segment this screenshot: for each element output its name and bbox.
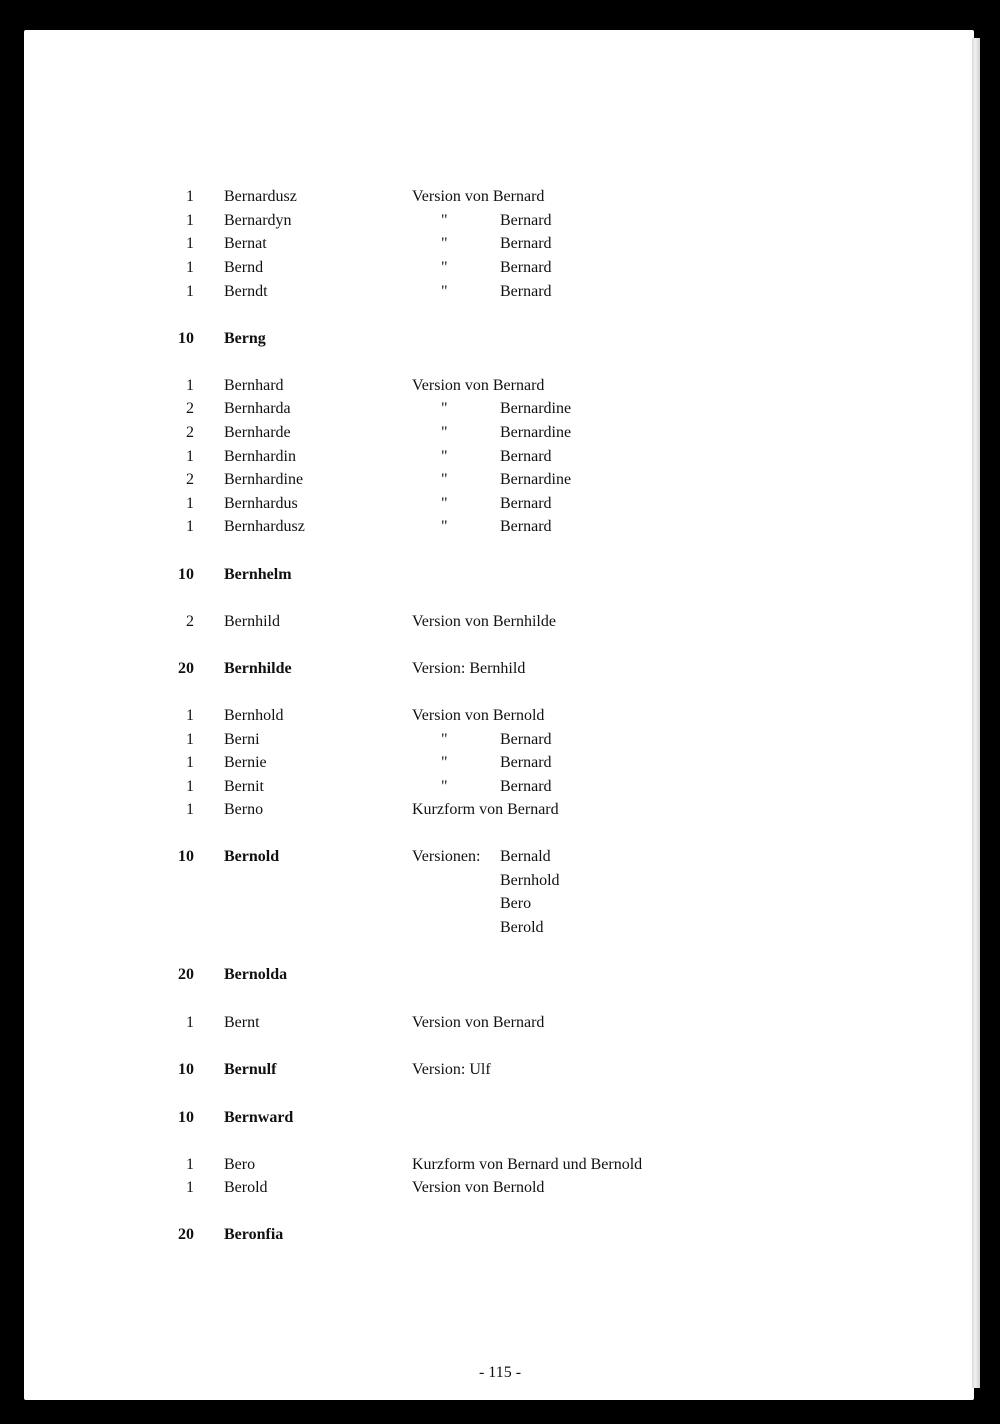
ditto-mark: " bbox=[441, 283, 448, 300]
entry-row bbox=[0, 1107, 1000, 1129]
entry-reference: Bernardine bbox=[500, 471, 572, 488]
entry-row bbox=[0, 1012, 1000, 1034]
ditto-mark: " bbox=[441, 471, 448, 488]
entry-row bbox=[0, 917, 1000, 939]
entry-name: Beronfia bbox=[224, 1226, 284, 1243]
entry-row bbox=[0, 493, 1000, 515]
entry-name: Bernat bbox=[224, 235, 267, 252]
entry-count: 1 bbox=[186, 448, 194, 465]
entry-count: 2 bbox=[186, 424, 194, 441]
entry-count: 1 bbox=[186, 495, 194, 512]
entry-note: Kurzform von Bernard bbox=[412, 801, 559, 818]
entry-row bbox=[0, 210, 1000, 232]
ditto-mark: " bbox=[441, 235, 448, 252]
entry-count: 1 bbox=[186, 707, 194, 724]
entry-name: Bernd bbox=[224, 259, 264, 276]
entry-row bbox=[0, 658, 1000, 680]
entry-note: Version von Bernard bbox=[412, 188, 545, 205]
entry-note: Version von Bernold bbox=[412, 707, 545, 724]
entry-reference: Bernardine bbox=[500, 400, 572, 417]
entry-reference: Bernard bbox=[500, 754, 552, 771]
entry-row bbox=[0, 776, 1000, 798]
entry-note: Version: Ulf bbox=[412, 1061, 491, 1078]
entry-reference: Bernard bbox=[500, 495, 552, 512]
page-number: - 115 - bbox=[478, 1364, 522, 1381]
entry-name: Bernhold bbox=[224, 707, 284, 724]
entry-name: Bernold bbox=[224, 848, 280, 865]
entry-name: Bernward bbox=[224, 1109, 294, 1126]
entry-count: 1 bbox=[186, 1156, 194, 1173]
entry-count: 1 bbox=[186, 377, 194, 394]
entry-name: Bernt bbox=[224, 1014, 260, 1031]
entry-name: Bernardyn bbox=[224, 212, 292, 229]
entry-name: Berndt bbox=[224, 283, 268, 300]
entry-name: Berni bbox=[224, 731, 260, 748]
entry-reference: Bernard bbox=[500, 448, 552, 465]
entry-name: Bernardusz bbox=[224, 188, 297, 205]
entry-row bbox=[0, 186, 1000, 208]
entry-name: Bernhardine bbox=[224, 471, 304, 488]
ditto-mark: " bbox=[441, 778, 448, 795]
ditto-mark: " bbox=[441, 448, 448, 465]
entry-count: 1 bbox=[186, 778, 194, 795]
ditto-mark: " bbox=[441, 259, 448, 276]
entry-row bbox=[0, 870, 1000, 892]
entry-row bbox=[0, 375, 1000, 397]
entry-reference: Bernard bbox=[500, 283, 552, 300]
ditto-mark: " bbox=[441, 518, 448, 535]
entry-row bbox=[0, 281, 1000, 303]
entry-name: Bernulf bbox=[224, 1061, 277, 1078]
entry-name: Bernhilde bbox=[224, 660, 292, 677]
entry-count: 20 bbox=[178, 1226, 194, 1243]
entry-name: Bernhelm bbox=[224, 566, 292, 583]
ditto-mark: " bbox=[441, 400, 448, 417]
entry-count: 10 bbox=[178, 1109, 194, 1126]
entry-row bbox=[0, 469, 1000, 491]
entry-note: Version: Bernhild bbox=[412, 660, 526, 677]
entry-reference: Bernard bbox=[500, 731, 552, 748]
entry-row bbox=[0, 752, 1000, 774]
entry-name: Bernharde bbox=[224, 424, 291, 441]
entry-note: Kurzform von Bernard und Bernold bbox=[412, 1156, 643, 1173]
entry-count: 1 bbox=[186, 259, 194, 276]
entry-count: 10 bbox=[178, 330, 194, 347]
entry-name: Bernit bbox=[224, 778, 264, 795]
entry-reference: Bernardine bbox=[500, 424, 572, 441]
entry-row bbox=[0, 705, 1000, 727]
entry-name: Bernolda bbox=[224, 966, 288, 983]
entry-count: 1 bbox=[186, 235, 194, 252]
entry-row bbox=[0, 446, 1000, 468]
entry-note: Versionen: bbox=[412, 848, 481, 865]
entry-note: Version von Bernold bbox=[412, 1179, 545, 1196]
entry-name: Bernhardusz bbox=[224, 518, 305, 535]
entry-row bbox=[0, 846, 1000, 868]
entry-row bbox=[0, 893, 1000, 915]
entry-count: 1 bbox=[186, 801, 194, 818]
entry-count: 10 bbox=[178, 566, 194, 583]
entry-row bbox=[0, 799, 1000, 821]
entry-row bbox=[0, 1177, 1000, 1199]
entry-count: 20 bbox=[178, 966, 194, 983]
entry-row bbox=[0, 257, 1000, 279]
entry-count: 1 bbox=[186, 1014, 194, 1031]
entry-name: Bernhardus bbox=[224, 495, 298, 512]
entry-row bbox=[0, 233, 1000, 255]
entry-name: Berold bbox=[224, 1179, 268, 1196]
entry-row bbox=[0, 398, 1000, 420]
entry-name: Bernhild bbox=[224, 613, 280, 630]
entry-count: 2 bbox=[186, 400, 194, 417]
entry-row bbox=[0, 1154, 1000, 1176]
entry-note: Version von Bernard bbox=[412, 1014, 545, 1031]
entry-name: Bernhardin bbox=[224, 448, 296, 465]
ditto-mark: " bbox=[441, 731, 448, 748]
entry-row bbox=[0, 328, 1000, 350]
entry-name: Bernharda bbox=[224, 400, 291, 417]
ditto-mark: " bbox=[441, 424, 448, 441]
entry-count: 1 bbox=[186, 754, 194, 771]
entry-reference: Bernard bbox=[500, 518, 552, 535]
entry-reference: Bernard bbox=[500, 212, 552, 229]
entry-row bbox=[0, 729, 1000, 751]
entry-count: 1 bbox=[186, 731, 194, 748]
entry-count: 1 bbox=[186, 518, 194, 535]
entry-reference: Bernard bbox=[500, 259, 552, 276]
entry-reference: Bernard bbox=[500, 778, 552, 795]
entry-name: Bero bbox=[224, 1156, 256, 1173]
entry-reference: Bernhold bbox=[500, 872, 560, 889]
entry-count: 10 bbox=[178, 848, 194, 865]
entry-note: Version von Bernhilde bbox=[412, 613, 556, 630]
entry-row bbox=[0, 611, 1000, 633]
entry-count: 20 bbox=[178, 660, 194, 677]
entry-reference: Bernard bbox=[500, 235, 552, 252]
entry-count: 2 bbox=[186, 613, 194, 630]
ditto-mark: " bbox=[441, 495, 448, 512]
entry-name: Bernhard bbox=[224, 377, 284, 394]
entry-count: 1 bbox=[186, 1179, 194, 1196]
entry-count: 1 bbox=[186, 188, 194, 205]
entry-count: 1 bbox=[186, 212, 194, 229]
entry-name: Berng bbox=[224, 330, 266, 347]
entry-name: Berno bbox=[224, 801, 264, 818]
entry-row bbox=[0, 516, 1000, 538]
ditto-mark: " bbox=[441, 212, 448, 229]
entry-row bbox=[0, 964, 1000, 986]
entry-reference: Bernald bbox=[500, 848, 551, 865]
entry-row bbox=[0, 1059, 1000, 1081]
entry-count: 1 bbox=[186, 283, 194, 300]
entry-note: Version von Bernard bbox=[412, 377, 545, 394]
entry-row bbox=[0, 1224, 1000, 1246]
entry-name: Bernie bbox=[224, 754, 267, 771]
entry-reference: Berold bbox=[500, 919, 544, 936]
entry-row bbox=[0, 564, 1000, 586]
ditto-mark: " bbox=[441, 754, 448, 771]
entry-count: 2 bbox=[186, 471, 194, 488]
entry-reference: Bero bbox=[500, 895, 532, 912]
entry-count: 10 bbox=[178, 1061, 194, 1078]
entry-row bbox=[0, 422, 1000, 444]
